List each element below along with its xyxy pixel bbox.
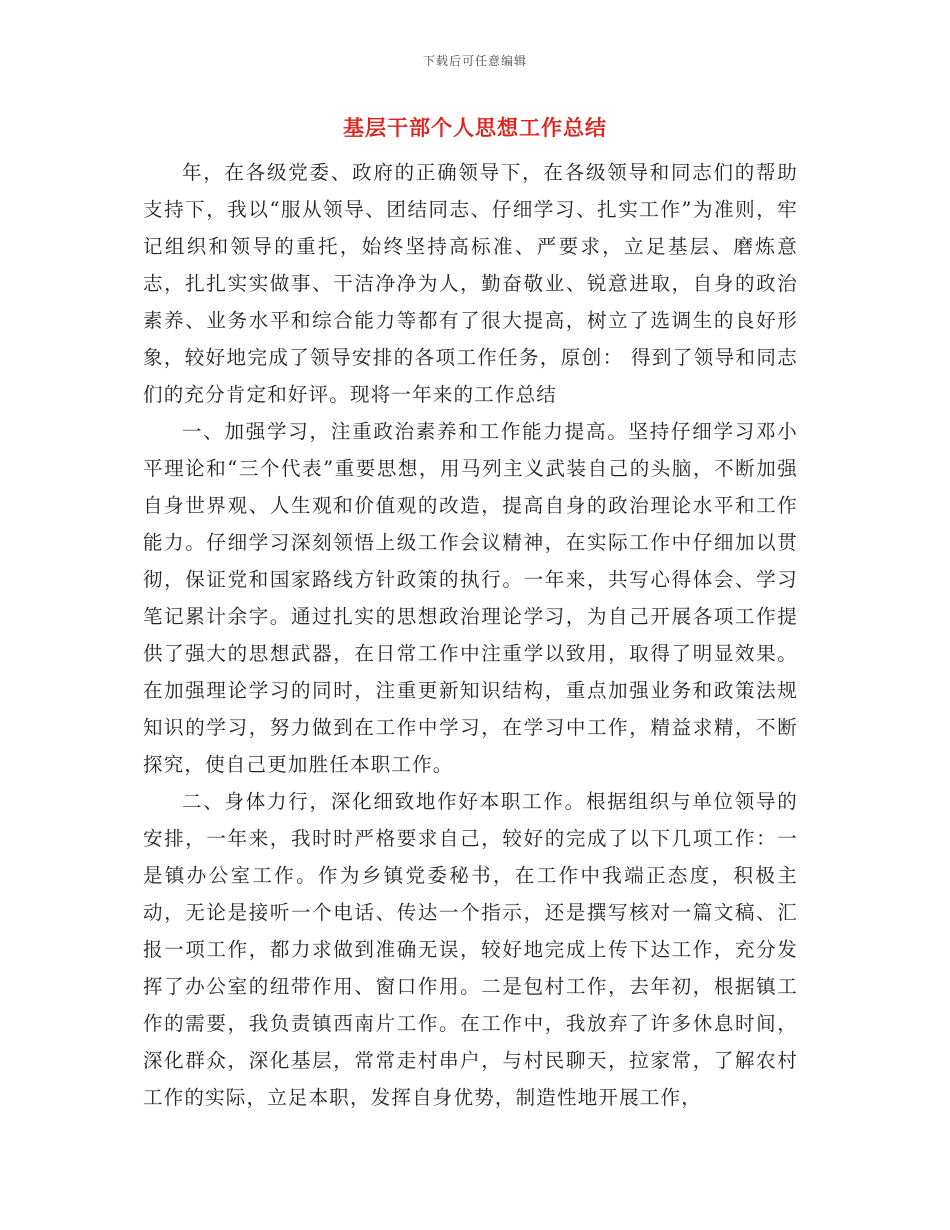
document-title: 基层干部个人思想工作总结 [343, 115, 607, 140]
header-note: 下载后可任意编辑 [422, 54, 527, 68]
paragraph-section-one: 一、加强学习，注重政治素养和工作能力提高。坚持仔细学习邓小平理论和“三个代表”重要思想，用马列主义武装自己的头脑，不断加强自身世界观、人生观和价值观的改造，提高自身的政治理论水平和工作能力。仔细学习深刻领悟上级工作会议精神，在实际工作中仔细加以贯彻，保证党和国家路线方针政策的执行。一年来，共写心得体会、学习笔记累计余字。通过扎实的思想政治理论学习，为自己开展各项工作提供了强大的思想武器，在日常工作中注重学以致用，取得了明显效果。在加强理论学习的同时，注重更新知识结构，重点加强业务和政策法规知识的学习，努力做到在工作中学习，在学习中工作，精益求精，不断探究，使自己更加胜任本职工作。 [143, 420, 798, 776]
paragraph-intro: 年，在各级党委、政府的正确领导下，在各级领导和同志们的帮助支持下，我以“服从领导、团结同志、仔细学习、扎实工作”为准则，牢记组织和领导的重托，始终坚持高标准、严要求，立足基层、磨炼意志，扎扎实实做事、干洁净净为人，勤奋敬业、锐意进取，自身的政治素养、业务水平和综合能力等都有了很大提高，树立了选调生的良好形象，较好地完成了领导安排的各项工作任务，原创： 得到了领导和同志们的充分肯定和好评。现将一年来的工作总结 [143, 161, 798, 406]
paragraph-section-two: 二、身体力行，深化细致地作好本职工作。根据组织与单位领导的安排，一年来，我时时严格要求自己，较好的完成了以下几项工作：一是镇办公室工作。作为乡镇党委秘书，在工作中我端正态度，积极主动，无论是接听一个电话、传达一个指示，还是撰写核对一篇文稿、汇报一项工作，都力求做到准确无误，较好地完成上传下达工作，充分发挥了办公室的纽带作用、窗口作用。二是包村工作，去年初，根据镇工作的需要，我负责镇西南片工作。在工作中，我放弃了许多休息时间，深化群众，深化基层，常常走村串户，与村民聊天，拉家常，了解农村工作的实际，立足本职，发挥自身优势，制造性地开展工作， [143, 790, 798, 1109]
document-body [143, 154, 798, 1116]
